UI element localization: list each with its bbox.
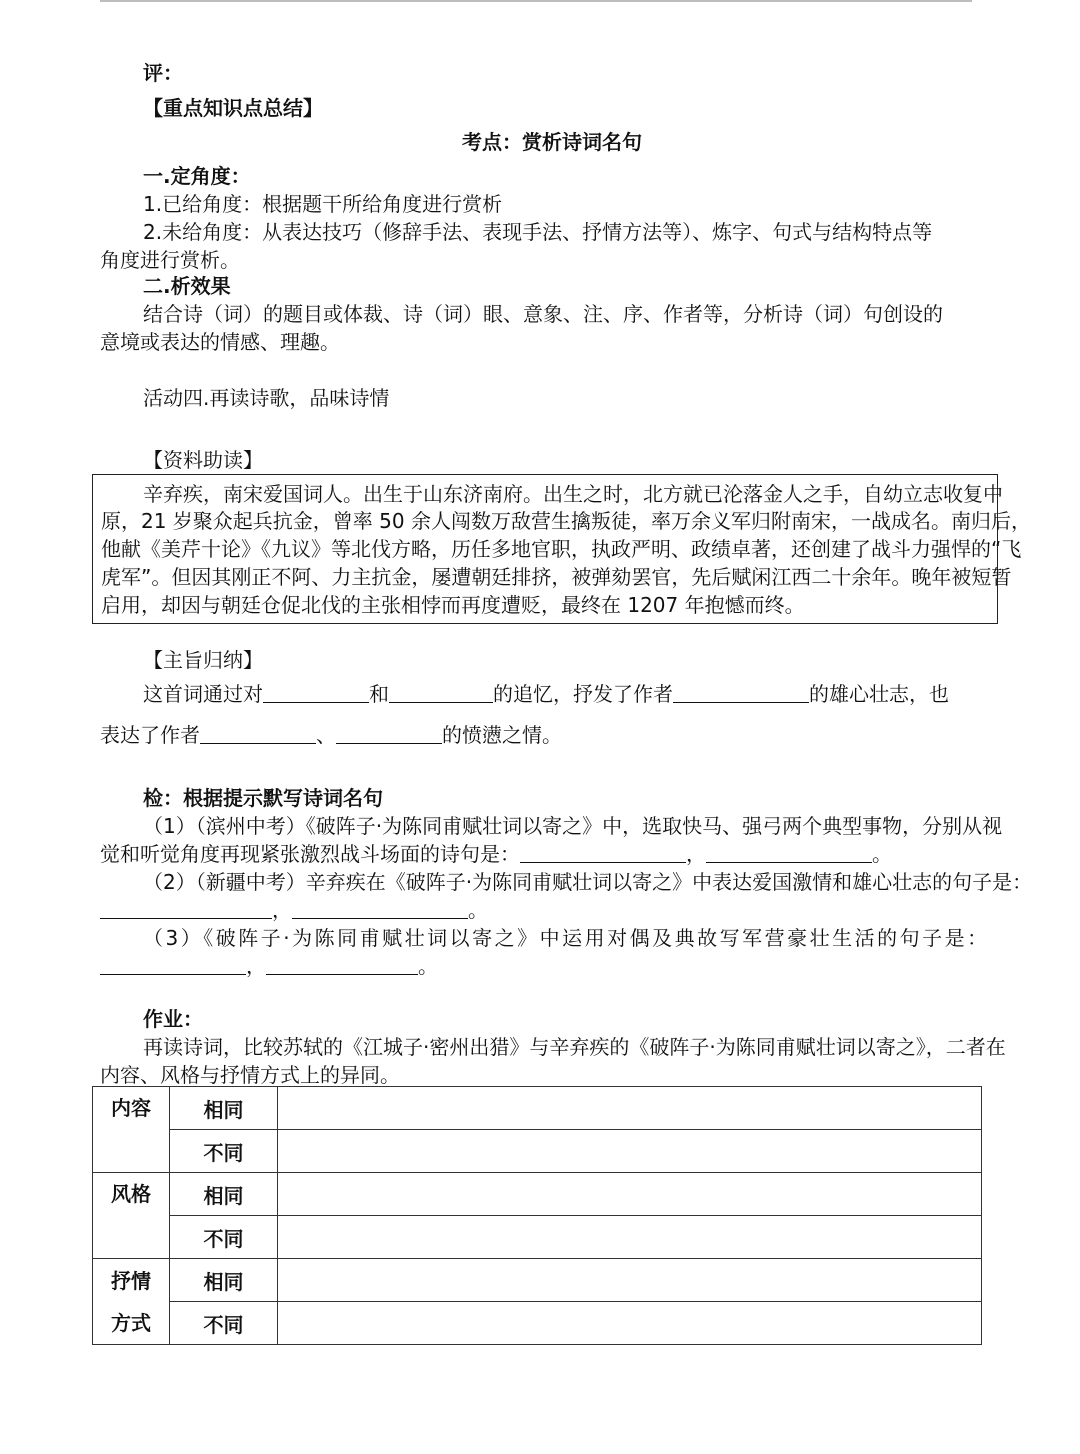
question-2-line-1: （2）（新疆中考）辛弃疾在《破阵子·为陈同甫赋壮词以寄之》中表达爱国激情和雄心壮志的句子是：	[143, 870, 1033, 894]
ziliao-line: 原，21 岁聚众起兵抗金，曾率 50 余人闯数万敌营生擒叛徒，率万余义军归附南宋，一战成名。南归后，	[101, 509, 1031, 533]
category-label: 内容	[111, 1096, 151, 1120]
period: 。	[418, 954, 438, 978]
answer-cell[interactable]	[278, 1130, 982, 1173]
comparison-table	[92, 1086, 982, 1345]
row-label-diff: 不同	[170, 1302, 278, 1345]
row-label-same: 相同	[170, 1173, 278, 1216]
category-label: 抒情	[111, 1268, 151, 1293]
section-1-heading	[143, 162, 251, 190]
table-row	[93, 1173, 982, 1216]
section-1-item-2: 2.未给角度：从表达技巧（修辞手法、表现手法、抒情方法等）、炼字、句式与结构特点等	[143, 220, 933, 244]
jian-heading: 检：根据提示默写诗词名句	[143, 786, 383, 810]
table-row	[93, 1259, 982, 1302]
ziliao-line: 他献《美芹十论》《九议》等北伐方略，历任多地官职，执政严明、政绩卓著，还创建了战斗力强悍的“飞	[101, 537, 1022, 561]
answer-cell[interactable]	[278, 1216, 982, 1259]
answer-cell[interactable]	[278, 1302, 982, 1345]
zhuzhi-text: 的愤懑之情。	[442, 723, 562, 747]
zhuzhi-line-2	[100, 721, 562, 749]
answer-blank[interactable]	[100, 898, 272, 919]
zhuzhi-text: 的追忆，抒发了作者	[493, 682, 673, 706]
table-row	[93, 1302, 982, 1345]
comma: ，	[246, 954, 266, 978]
homework-line-1: 再读诗词，比较苏轼的《江城子·密州出猎》与辛弃疾的《破阵子·为陈同甫赋壮词以寄之》，二者在	[143, 1035, 1006, 1059]
zhuzhi-heading: 【主旨归纳】	[143, 648, 263, 672]
period: 。	[872, 842, 892, 866]
answer-blank[interactable]	[292, 898, 468, 919]
row-label-diff: 不同	[170, 1130, 278, 1173]
section-1-heading-text: 一.定角度：	[143, 164, 251, 188]
answer-blank[interactable]	[100, 954, 246, 975]
table-row	[93, 1087, 982, 1130]
zhuzhi-text: 表达了作者	[100, 723, 200, 747]
category-label: 风格	[111, 1182, 151, 1206]
category-lyric-method	[93, 1259, 170, 1345]
activity-4-title: 活动四.再读诗歌，品味诗情	[143, 386, 390, 410]
answer-cell[interactable]	[278, 1259, 982, 1302]
category-content	[93, 1087, 170, 1173]
row-label-same: 相同	[170, 1259, 278, 1302]
ziliao-heading: 【资料助读】	[143, 448, 263, 472]
question-1-line-1: （1）（滨州中考）《破阵子·为陈同甫赋壮词以寄之》中，选取快马、强弓两个典型事物，分别从视	[143, 814, 1003, 838]
homework-heading: 作业：	[143, 1007, 203, 1031]
zhuzhi-text: 的雄心壮志，也	[809, 682, 949, 706]
top-rule	[100, 0, 972, 2]
zhuzhi-text: 这首词通过对	[143, 682, 263, 706]
fill-blank[interactable]	[336, 723, 442, 744]
ziliao-line: 虎军”。但因其刚正不阿、力主抗金，屡遭朝廷排挤，被弹劾罢官，先后赋闲江西二十余年。晚年被短暂	[101, 565, 1012, 589]
question-1-prefix: 觉和听觉角度再现紧张激烈战斗场面的诗句是：	[100, 842, 520, 866]
category-label: 方式	[111, 1310, 151, 1335]
section-2-heading: 二.析效果	[143, 274, 231, 298]
row-label-diff: 不同	[170, 1216, 278, 1259]
row-label-same: 相同	[170, 1087, 278, 1130]
section-1-item-2-cont: 角度进行赏析。	[100, 248, 240, 272]
period: 。	[468, 898, 488, 922]
section-2-line-1: 结合诗（词）的题目或体裁、诗（词）眼、意象、注、序、作者等，分析诗（词）句创设的	[143, 302, 943, 326]
section-2-line-2: 意境或表达的情感、理趣。	[100, 330, 340, 354]
fill-blank[interactable]	[673, 682, 809, 703]
section-1-item-1: 1.已给角度：根据题干所给角度进行赏析	[143, 192, 503, 216]
ziliao-line: 启用，却因与朝廷仓促北伐的主张相悖而再度遭贬，最终在 1207 年抱憾而终。	[101, 593, 805, 617]
question-3-line-1: （3）《破阵子·为陈同甫赋壮词以寄之》中运用对偶及典故写军营豪壮生活的句子是：	[143, 926, 990, 950]
comma: ，	[686, 842, 706, 866]
answer-cell[interactable]	[278, 1173, 982, 1216]
summary-heading: 【重点知识点总结】	[143, 96, 323, 120]
answer-blank[interactable]	[266, 954, 418, 975]
question-1-line-2	[100, 840, 892, 868]
answer-blank[interactable]	[520, 842, 686, 863]
zhuzhi-text: 、	[316, 723, 336, 747]
fill-blank[interactable]	[200, 723, 316, 744]
answer-blank[interactable]	[706, 842, 872, 863]
zhuzhi-line-1	[143, 680, 949, 708]
table-row	[93, 1130, 982, 1173]
fill-blank[interactable]	[263, 682, 369, 703]
zhuzhi-text: 和	[369, 682, 389, 706]
ping-label: 评：	[143, 61, 183, 85]
comma: ，	[272, 898, 292, 922]
ziliao-line: 辛弃疾，南宋爱国词人。出生于山东济南府。出生之时，北方就已沦落金人之手，自幼立志收复中	[143, 482, 1003, 506]
kaodian-title: 考点：赏析诗词名句	[462, 130, 642, 154]
category-style	[93, 1173, 170, 1259]
answer-cell[interactable]	[278, 1087, 982, 1130]
homework-line-2: 内容、风格与抒情方式上的异同。	[100, 1063, 400, 1087]
question-3-line-2	[100, 952, 438, 980]
table-row	[93, 1216, 982, 1259]
question-2-line-2	[100, 896, 488, 924]
fill-blank[interactable]	[389, 682, 493, 703]
